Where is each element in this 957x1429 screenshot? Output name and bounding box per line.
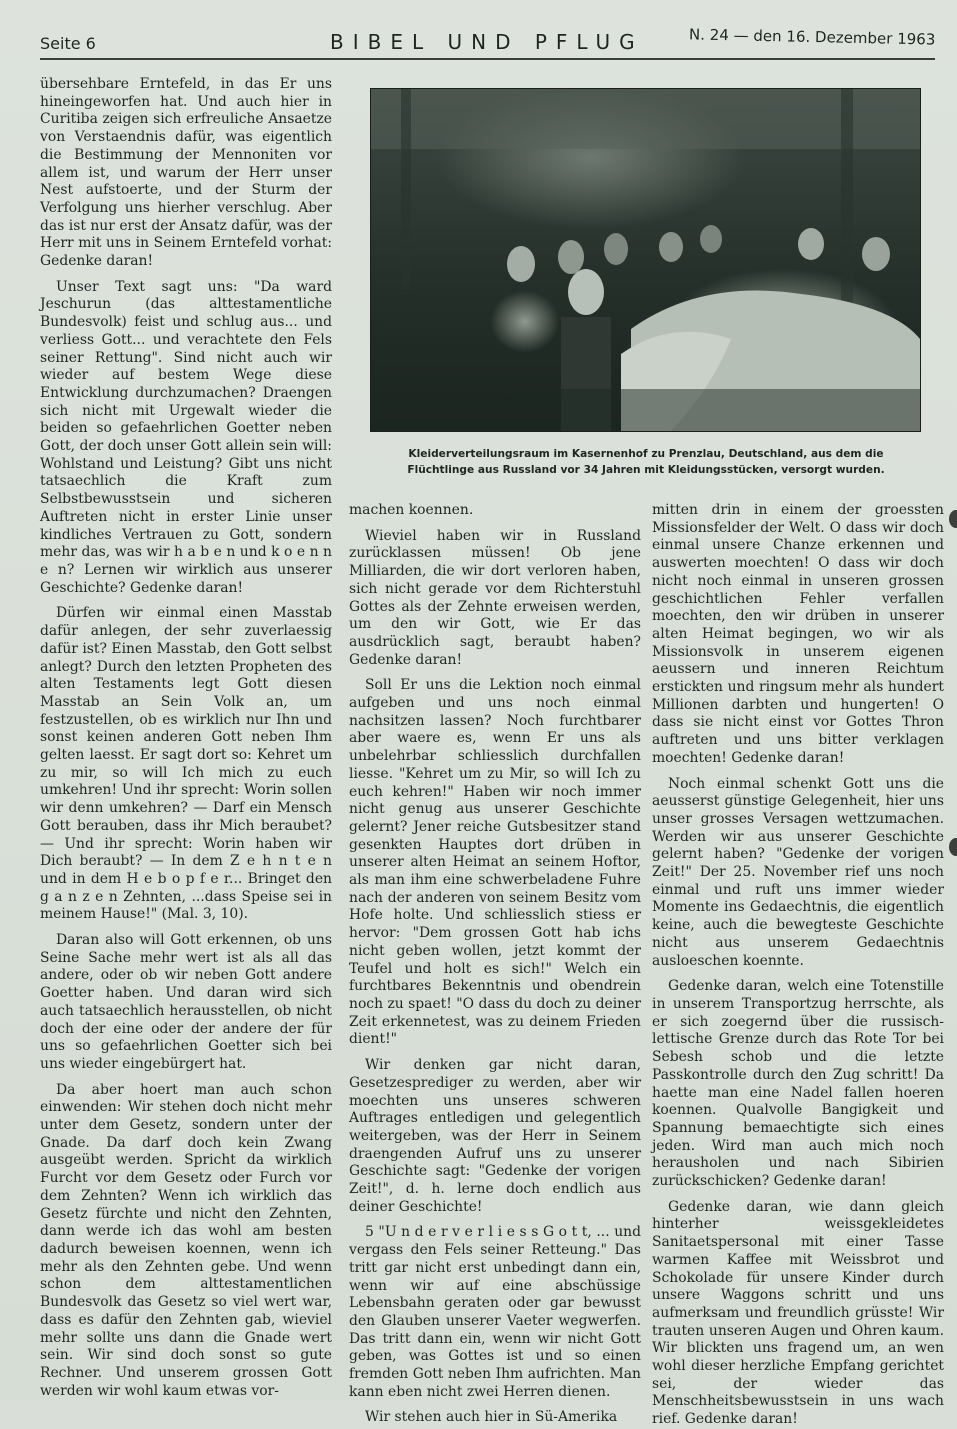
header-rule: [40, 58, 935, 60]
page-number: Seite 6: [40, 34, 96, 53]
article-column-1: [40, 76, 332, 1400]
paragraph: Gedenke daran, wie dann gleich hinterher weissgekleidetes Sanitaetspersonal mit einer Tasse warmen Kaffee mit Weissbrot und Schokolade für unsere Kinder durch unsere Waggons schritt und uns aufmerksam und freundlich grüsste! Wir trauten unseren Augen und Ohren kaum. Wir blickten uns fragend um, an wen wohl dieser herzliche Empfang gerichtet sei, der wieder das Menschheitsbewusstsein in uns wach rief. Gedenke daran!: [652, 1198, 944, 1428]
paragraph: Daran also will Gott erkennen, ob uns Seine Sache mehr wert ist als all das andere, oder ob wir neben Gott andere Goetter haben. Und daran wird sich auch tatsaechlich herausstellen, ob nicht doch der eine oder der andere der für uns so gefaehrlichen Goetter sich bei uns wieder eingebürgert hat.: [40, 932, 332, 1072]
caption-line: Kleiderverteilungsraum im Kasernenhof zu Prenzlau, Deutschland, aus dem die: [408, 448, 884, 460]
paragraph: machen koennen.: [349, 502, 474, 518]
article-column-2: [349, 502, 641, 1427]
issue-date: N. 24 — den 16. Dezember 1963: [688, 25, 936, 49]
paragraph: Wir stehen auch hier in Sü-Amerika: [365, 1409, 618, 1426]
binder-hole: [949, 510, 957, 528]
paragraph: Unser Text sagt uns: "Da ward Jeschurun (das alttestamentliche Bundesvolk) feist und schlug aus... und verliess Gott... und verachtete den Fels seiner Rettung". Sind nicht auch wir wieder auf bestem Wege diese Entwicklung durchzumachen? Draengen sich nicht mit Urgewalt wieder die beiden so gefaehrlichen Goetter neben Gott, der doch unser Gott allein sein will: Wohlstand und Leistung? Gibt uns nicht tatsaechlich die Kraft zum Selbstbewusstsein und sicheren Auftreten nicht in erster Linie unser kindliches Vertrauen zu Gott, sondern mehr das, was wir h a b e n und k o e n n e n? Lernen wir wirklich aus unserer Geschichte? Gedenke daran!: [40, 278, 332, 596]
paragraph: Wir denken gar nicht daran, Gesetzesprediger zu werden, aber wir moechten uns unseres schweren Auftrages entledigen und gelegentlich weitergeben, was der Herr in Seinem draengenden Aufruf uns zu unserer Geschichte sagt: "Gedenke der vorigen Zeit!", d. h. lerne doch endlich aus deiner Geschichte!: [349, 1057, 641, 1215]
paragraph: mitten drin in einem der groessten Missionsfelder der Welt. O dass wir doch einmal unsere Chanze erkennen und auswerten moechten! O dass wir doch nicht noch einmal in unseren grossen geschichtlichen Fehler verfallen moechten, den wir drüben in unserer alten Heimat begingen, wo wir als Missionsvolk in unserem eigenen aeussern und inneren Reichtum erstickten und ringsum mehr als hundert Millionen darbten und hungerten! O dass sie nicht einst vor Gottes Thron auftreten und uns bitter verklagen moechten! Gedenke daran!: [652, 502, 944, 766]
caption-line: Flüchtlinge aus Russland vor 34 Jahren mit Kleidungsstücken, versorgt wurden.: [407, 464, 885, 476]
paragraph: Wieviel haben wir in Russland zurücklassen müssen! Ob jene Milliarden, die wir dort verloren haben, sich nicht gerade vor dem Richterstuhl Gottes als der Zehnte erweisen werden, um den wir Gott, wie Er das ausdrücklich sagt, beraubt haben? Gedenke daran!: [349, 527, 641, 668]
paragraph: Dürfen wir einmal einen Masstab dafür anlegen, der sehr zuverlaessig dafür ist? Einen Masstab, den Gott selbst anlegt? Durch den letzten Propheten des alten Testaments legt Gott diesen Masstab an Sein Volk an, um festzustellen, ob es wirklich nur Ihn und sonst keinen anderen Gott neben Ihm gelten laesst. Er sagt dort so: Kehret um zu mir, so will Ich mich zu euch umkehren! Und ihr sprecht: Worin sollen wir denn umkehren? — Darf ein Mensch Gott berauben, dass ihr Mich beraubet? — Und ihr sprecht: Worin haben wir Dich beraubt? — In dem Z e h n t e n und in dem H e b o p f e r... Bringet den g a n z e n Zehnten, ...dass Speise sei in meinem Hause!" (Mal. 3, 10).: [40, 605, 332, 923]
paragraph: übersehbare Erntefeld, in das Er uns hineingeworfen hat. Und auch hier in Curitiba zeigen sich erfreuliche Ansaetze von Verstaendnis dafür, was eigentlich die Bestimmung der Mennoniten vor allem ist, und warum der Herr unser Nest aufstoerte, und der Sturm der Verfolgung uns hierher verschlug. Aber das ist nur erst der Ansatz dafür, was der Herr mit uns in Seinem Erntefeld vorhat: Gedenke daran!: [40, 76, 332, 270]
binder-hole: [949, 838, 957, 856]
paragraph: Soll Er uns die Lektion noch einmal aufgeben und uns noch einmal nachsitzen lassen? Noch furchtbarer aber waere es, wenn Er uns als unbelehrbar schliesslich durchfallen liesse. "Kehret um zu Mir, so will Ich zu euch kehren!" Haben wir noch immer nicht genug aus unserer Geschichte gelernt? Jener reiche Gutsbesitzer stand gesenkten Hauptes dort drüben in unserer alten Heimat an seinem Hoftor, als man ihm eine schwerbeladene Fuhre nach der anderen von seinem Besitz vom Hofe holte. Und schliesslich stiess er hervor: "Dem grossen Gott hab ichs nicht geben wollen, jetzt kommt der Teufel und holt es sich!" Welch ein furchtbares Bekenntnis und obendrein noch zu spaet! "O dass du doch zu deiner Zeit erkennetest, was zu deinem Frieden dient!": [349, 677, 641, 1048]
publication-title: BIBEL UND PFLUG: [330, 30, 644, 54]
article-column-3: [652, 502, 944, 1429]
paragraph: Noch einmal schenkt Gott uns die aeusserst günstige Gelegenheit, hier uns unser grosses Versagen wettzumachen. Werden wir aus unserer Geschichte gelernt haben? "Gedenke der vorigen Zeit!" Der 25. November rief uns noch einmal und ruft uns immer wieder Momente ins Gedaechtnis, die eigentlich keine, auch die bewegteste Geschichte nicht aus unserem Gedaechtnis ausloeschen koennte.: [652, 775, 944, 969]
photo-caption: [368, 446, 924, 478]
photo-illustration: [371, 89, 920, 431]
paragraph: Gedenke daran, welch eine Totenstille in unserem Transportzug herrschte, als er sich zoegernd über die russisch-lettische Grenze durch das Rote Tor bei Sebesh schob und die letzte Passkontrolle durch den Zug schritt! Da haette man eine Nadel fallen hoeren koennen. Qualvolle Bangigkeit und Spannung bemaechtigte sich eines jeden. Wird man auch mich noch herausholen und nach Sibirien zurückschicken? Gedenke daran!: [652, 978, 944, 1190]
paragraph: Da aber hoert man auch schon einwenden: Wir stehen doch nicht mehr unter dem Gesetz, sondern unter der Gnade. Da darf doch kein Zwang ausgeübt werden. Spricht da wirklich Furcht vor dem Gesetz oder Furch vor dem Zehnten? Wenn ich wirklich das Gesetz fürchte und nicht den Zehnten, dann werde ich das wohl am besten dadurch beweisen koennen, wenn ich mehr als den Zehnten gebe. Und wenn schon dem alttestamentlichen Bundesvolk das Gesetz so viel wert war, dass es dafür den Zehnten gab, wieviel mehr sollte uns dann die Gnade wert sein. Wir sind doch sonst so gute Rechner. Und unserem grossen Gott werden wir wohl kaum etwas vor-: [40, 1081, 332, 1399]
page-header: [40, 26, 935, 58]
news-photo: [370, 88, 921, 432]
paragraph: 5 "U n d e r v e r l i e s s G o t t, ... und vergass den Fels seiner Retteung." Das tritt gar nicht erst unbedingt dann ein, wenn wir auf eine abschüssige Lebensbahn geraten oder gar bewusst den Glauben unserer Vaeter wegwerfen. Das tritt dann ein, wenn wir nicht Gott geben, was Gottes ist und so einen fremden Gott neben Ihm aufrichten. Man kann eben nicht zwei Herren dienen.: [349, 1224, 641, 1400]
